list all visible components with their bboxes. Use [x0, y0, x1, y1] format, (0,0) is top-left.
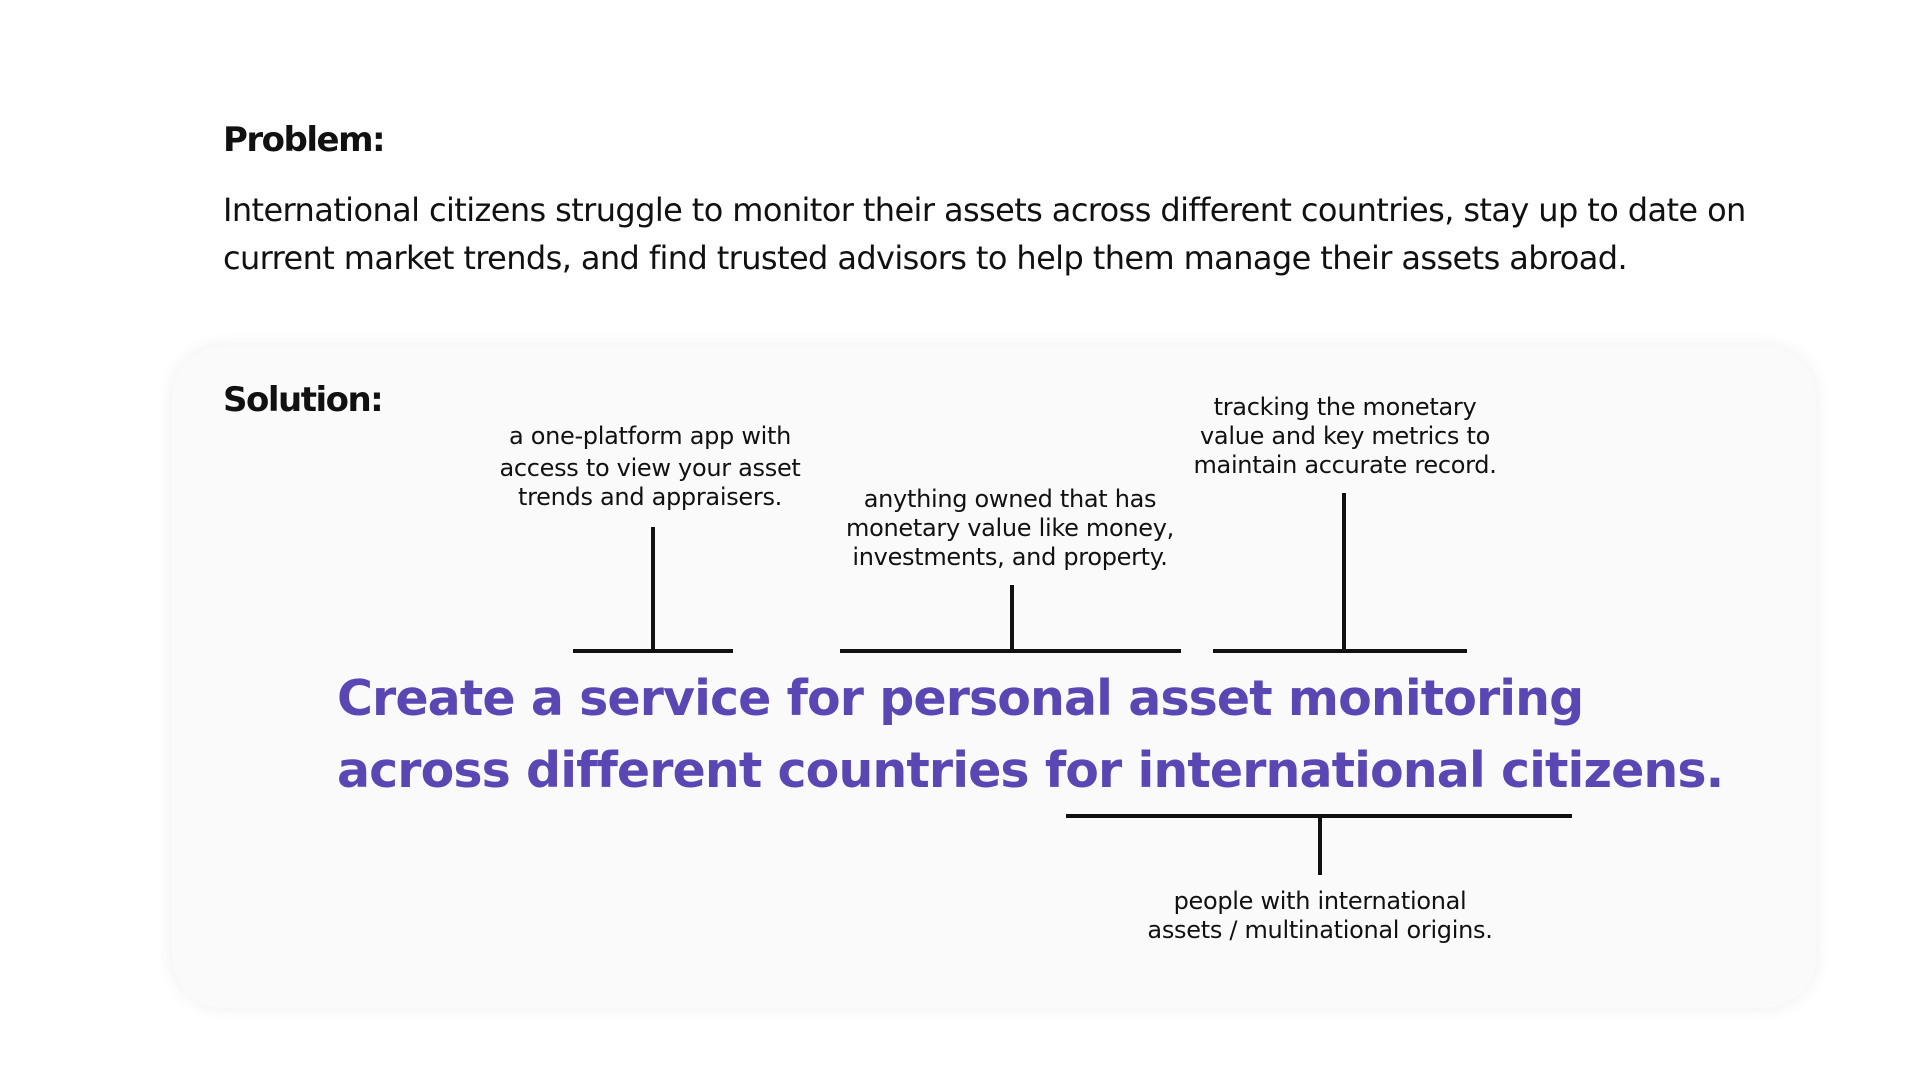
solution-heading: Solution:	[223, 380, 383, 420]
annotation-asset-line3: investments, and property.	[852, 543, 1168, 571]
bracket-asset-bar	[840, 649, 1181, 653]
problem-heading: Problem:	[223, 120, 385, 160]
annotation-service-line2: access to view your asset	[499, 454, 801, 482]
annotation-monitoring-line2: value and key metrics to	[1200, 422, 1490, 450]
annotation-service-line3: trends and appraisers.	[518, 483, 782, 511]
solution-statement	[337, 663, 1723, 807]
annotation-service-line1: a one-platform app with	[508, 422, 792, 450]
bracket-international-citizens-stem	[1318, 814, 1322, 875]
annotation-international-citizens-line1: people with international	[1173, 887, 1467, 915]
bracket-monitoring-stem	[1342, 493, 1346, 652]
solution-statement-line1: Create a service for personal asset monitoring	[337, 670, 1584, 727]
annotation-international-citizens	[1120, 887, 1520, 945]
annotation-asset	[830, 485, 1190, 572]
annotation-monitoring-line1: tracking the monetary	[1213, 393, 1477, 421]
bracket-service-bar	[573, 649, 733, 653]
annotation-international-citizens-line2: assets / multinational origins.	[1147, 916, 1493, 944]
annotation-monitoring	[1170, 393, 1520, 480]
annotation-asset-line2: monetary value like money,	[846, 514, 1174, 542]
annotation-asset-line1: anything owned that has	[863, 485, 1157, 513]
bracket-service-stem	[651, 527, 655, 652]
solution-statement-line2: across different countries for international citizens.	[337, 742, 1724, 799]
bracket-monitoring-bar	[1213, 649, 1467, 653]
problem-text: International citizens struggle to monitor their assets across different countries, stay up to date on current market trends, and find trusted advisors to help them manage their assets abroad.	[223, 191, 1746, 277]
annotation-monitoring-line3: maintain accurate record.	[1193, 451, 1497, 479]
annotation-service	[480, 422, 820, 512]
bracket-asset-stem	[1010, 585, 1014, 652]
